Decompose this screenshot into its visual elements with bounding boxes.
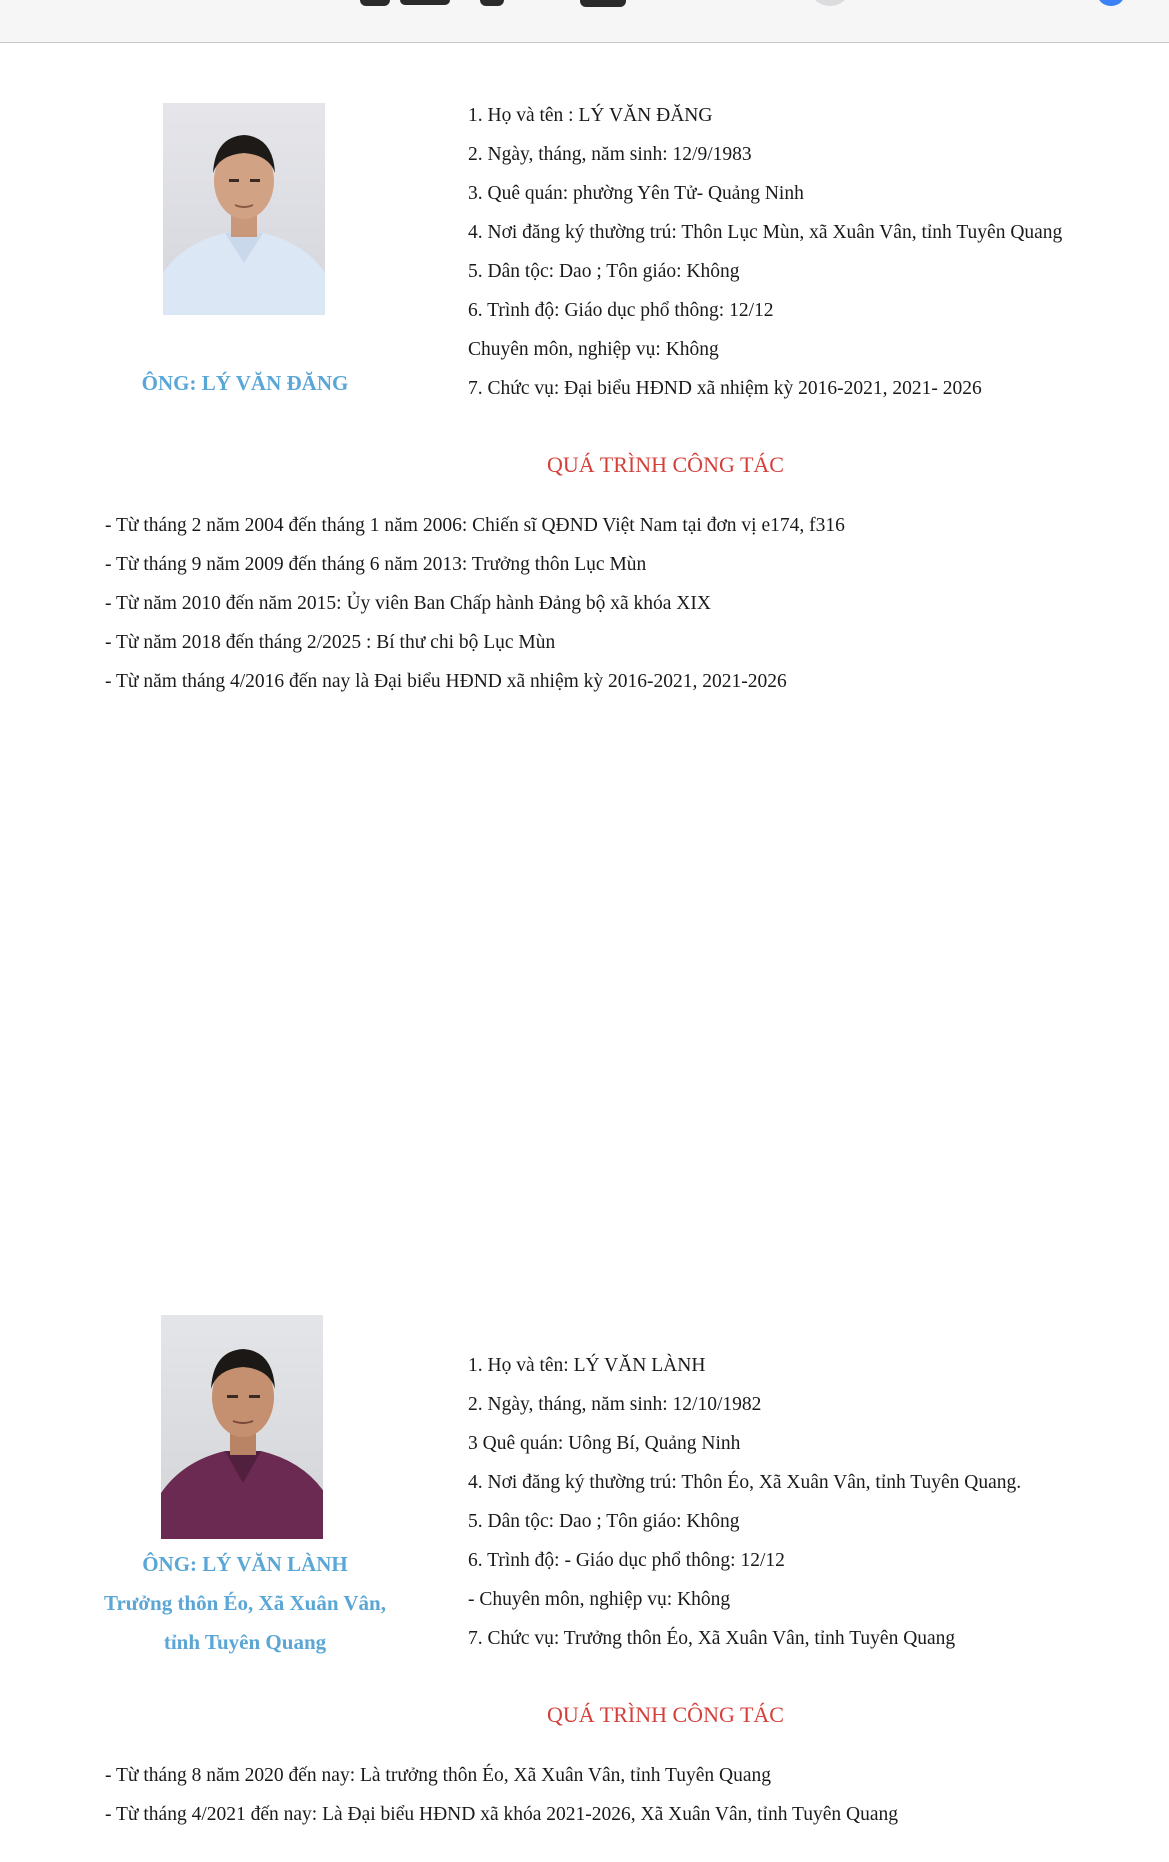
person-caption-1 <box>100 364 390 403</box>
caption-role: Trưởng thôn Éo, Xã Xuân Vân, <box>104 1591 386 1615</box>
caption-name: ÔNG: LÝ VĂN LÀNH <box>142 1552 348 1576</box>
info-full-name: 1. Họ và tên: LÝ VĂN LÀNH <box>468 1355 706 1376</box>
info-full-name: 1. Họ và tên : LÝ VĂN ĐĂNG <box>468 105 713 126</box>
info-ethnicity-religion: 5. Dân tộc: Dao ; Tôn giáo: Không <box>468 261 740 282</box>
info-residence: 4. Nơi đăng ký thường trú: Thôn Lục Mùn, xã Xuân Vân, tỉnh Tuyên Quang <box>468 222 1063 243</box>
portrait-photo-1 <box>163 103 325 315</box>
personal-info-2 <box>468 1346 1021 1658</box>
info-hometown: 3. Quê quán: phường Yên Tử- Quảng Ninh <box>468 183 804 204</box>
career-list-1 <box>105 506 845 701</box>
info-hometown: 3 Quê quán: Uông Bí, Quảng Ninh <box>468 1433 741 1454</box>
cropped-profile-icon[interactable] <box>1097 0 1125 6</box>
cropped-toolbar-button[interactable] <box>812 0 848 6</box>
career-list-2 <box>105 1756 898 1834</box>
career-item: - Từ tháng 2 năm 2004 đến tháng 1 năm 2006: Chiến sĩ QĐND Việt Nam tại đơn vị e174, f316 <box>105 515 845 536</box>
career-item: - Từ tháng 4/2021 đến nay: Là Đại biểu HĐND xã khóa 2021-2026, Xã Xuân Vân, tỉnh Tuyên Quang <box>105 1804 898 1825</box>
browser-top-bar <box>0 0 1169 43</box>
cropped-title-glyph <box>400 0 450 5</box>
caption-province: tỉnh Tuyên Quang <box>163 1630 327 1654</box>
info-specialty: - Chuyên môn, nghiệp vụ: Không <box>468 1589 731 1610</box>
career-item: - Từ tháng 9 năm 2009 đến tháng 6 năm 2013: Trưởng thôn Lục Mùn <box>105 554 647 575</box>
portrait-icon <box>163 103 325 315</box>
info-residence: 4. Nơi đăng ký thường trú: Thôn Éo, Xã Xuân Vân, tỉnh Tuyên Quang. <box>468 1472 1022 1493</box>
career-item: - Từ năm 2018 đến tháng 2/2025 : Bí thư chi bộ Lục Mùn <box>105 632 556 653</box>
person-caption-2 <box>90 1545 400 1662</box>
info-position: 7. Chức vụ: Trưởng thôn Éo, Xã Xuân Vân, tỉnh Tuyên Quang <box>468 1628 956 1649</box>
cropped-title-glyph <box>360 0 390 6</box>
section-title-career-2: QUÁ TRÌNH CÔNG TÁC <box>547 1702 784 1727</box>
caption-name: ÔNG: LÝ VĂN ĐĂNG <box>141 371 349 395</box>
cropped-title-glyph <box>580 0 626 7</box>
info-ethnicity-religion: 5. Dân tộc: Dao ; Tôn giáo: Không <box>468 1511 740 1532</box>
info-birth-date: 2. Ngày, tháng, năm sinh: 12/10/1982 <box>468 1394 762 1415</box>
personal-info-1 <box>468 96 1062 408</box>
portrait-icon <box>161 1315 323 1539</box>
career-item: - Từ năm tháng 4/2016 đến nay là Đại biểu HĐND xã nhiệm kỳ 2016-2021, 2021-2026 <box>105 671 787 692</box>
info-education: 6. Trình độ: - Giáo dục phổ thông: 12/12 <box>468 1550 785 1571</box>
info-birth-date: 2. Ngày, tháng, năm sinh: 12/9/1983 <box>468 144 752 165</box>
info-education: 6. Trình độ: Giáo dục phổ thông: 12/12 <box>468 300 774 321</box>
portrait-photo-2 <box>161 1315 323 1539</box>
info-position: 7. Chức vụ: Đại biểu HĐND xã nhiệm kỳ 2016-2021, 2021- 2026 <box>468 378 982 399</box>
career-item: - Từ năm 2010 đến năm 2015: Ủy viên Ban Chấp hành Đảng bộ xã khóa XIX <box>105 593 711 614</box>
cropped-title-glyph <box>480 0 504 6</box>
info-specialty: Chuyên môn, nghiệp vụ: Không <box>468 339 719 360</box>
career-item: - Từ tháng 8 năm 2020 đến nay: Là trưởng thôn Éo, Xã Xuân Vân, tỉnh Tuyên Quang <box>105 1765 772 1786</box>
section-title-career-1: QUÁ TRÌNH CÔNG TÁC <box>547 452 784 477</box>
